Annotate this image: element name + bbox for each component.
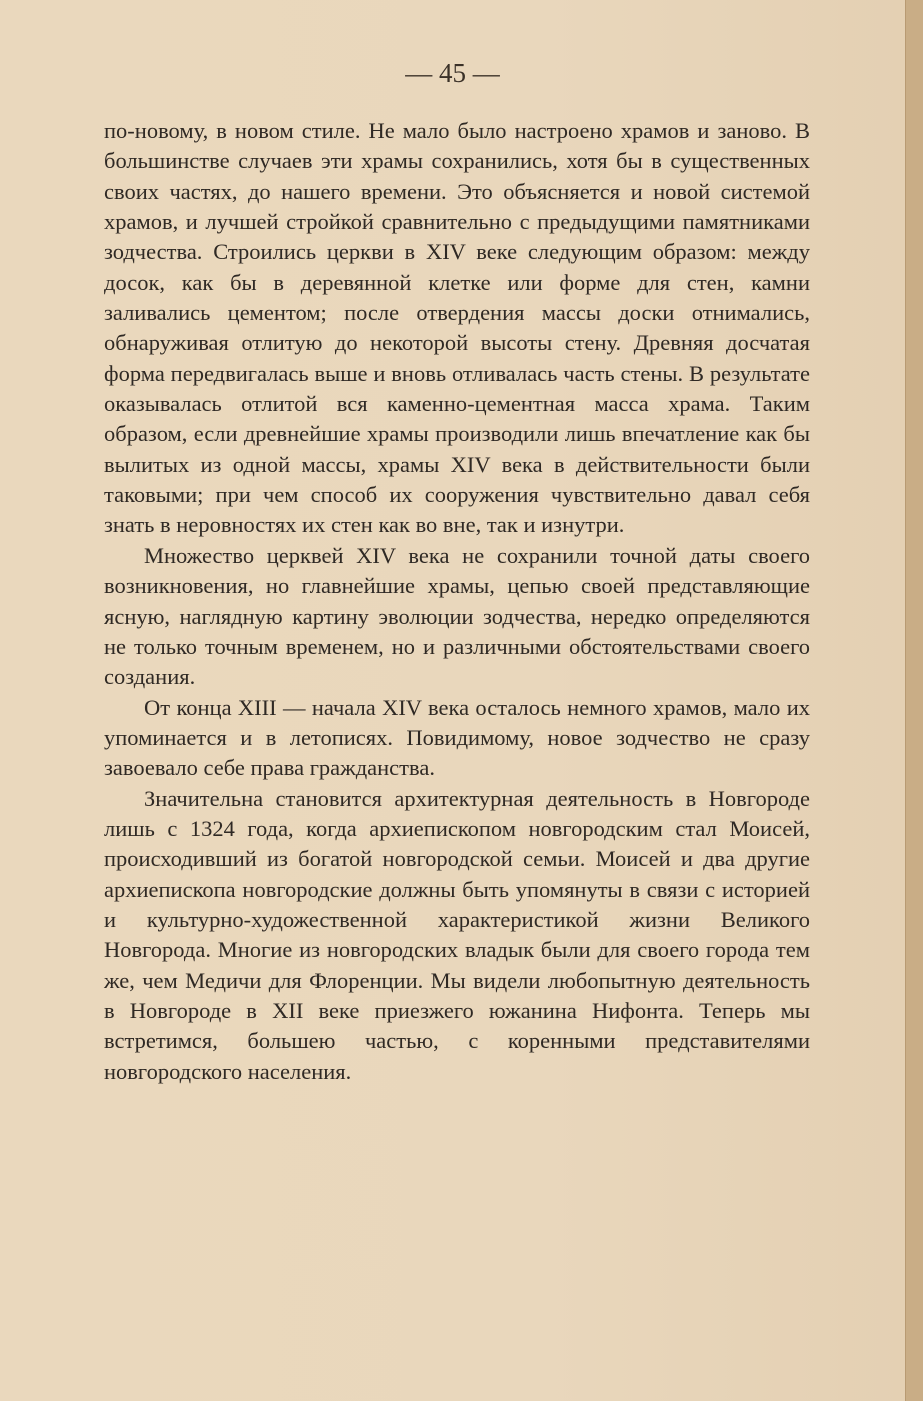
paragraph: От конца XIII — начала XIV века осталось немного храмов, мало их упоминается и в летописях. Повидимому, новое зодчество не сразу завоевало себе права гражданства. (104, 694, 810, 781)
page-edge (905, 0, 923, 1401)
paragraph: Множество церквей XIV века не сохранили точной даты своего возникновения, но главнейшие храмы, цепью своей представляющие ясную, наглядную картину эволюции зодчества, нередко определяются не только точным временем, но и различными обстоятельствами своего создания. (104, 542, 810, 690)
paragraph: Значительна становится архитектурная деятельность в Новгороде лишь с 1324 года, когда архиепископом новгородским стал Моисей, происходивший из богатой новгородской семьи. Моисей и два другие архиепископа новгородские должны быть упомянуты в связи с историей и культурно-художественной характеристикой жизни Великого Новгорода. Многие из новгородских владык были для своего города тем же, чем Медичи для Флоренции. Мы видели любопытную деятельность в Новгороде в XII веке приезжего южанина Нифонта. Теперь мы встретимся, большею частью, с коренными представителями новгородского населения. (104, 785, 810, 1084)
body-text (104, 116, 810, 1087)
paragraph: по-новому, в новом стиле. Не мало было настроено храмов и заново. В большинстве случаев эти храмы сохранились, хотя бы в существенных своих частях, до нашего времени. Это объясняется и новой системой храмов, и лучшей стройкой сравнительно с предыдущими памятниками зодчества. Строились церкви в XIV веке следующим образом: между досок, как бы в деревянной клетке или форме для стен, камни заливались цементом; после отвердения массы доски отнимались, обнаруживая отлитую до некоторой высоты стену. Древняя досчатая форма передвигалась выше и вновь отливалась часть стены. В результате оказывалась отлитой вся каменно-цементная масса храма. Таким образом, если древнейшие храмы производили лишь впечатление как бы вылитых из одной массы, храмы XIV века в действительности были таковыми; при чем способ их сооружения чувствительно давал себя знать в неровностях их стен как во вне, так и изнутри. (104, 118, 810, 538)
page-number: — 45 — (405, 58, 500, 88)
